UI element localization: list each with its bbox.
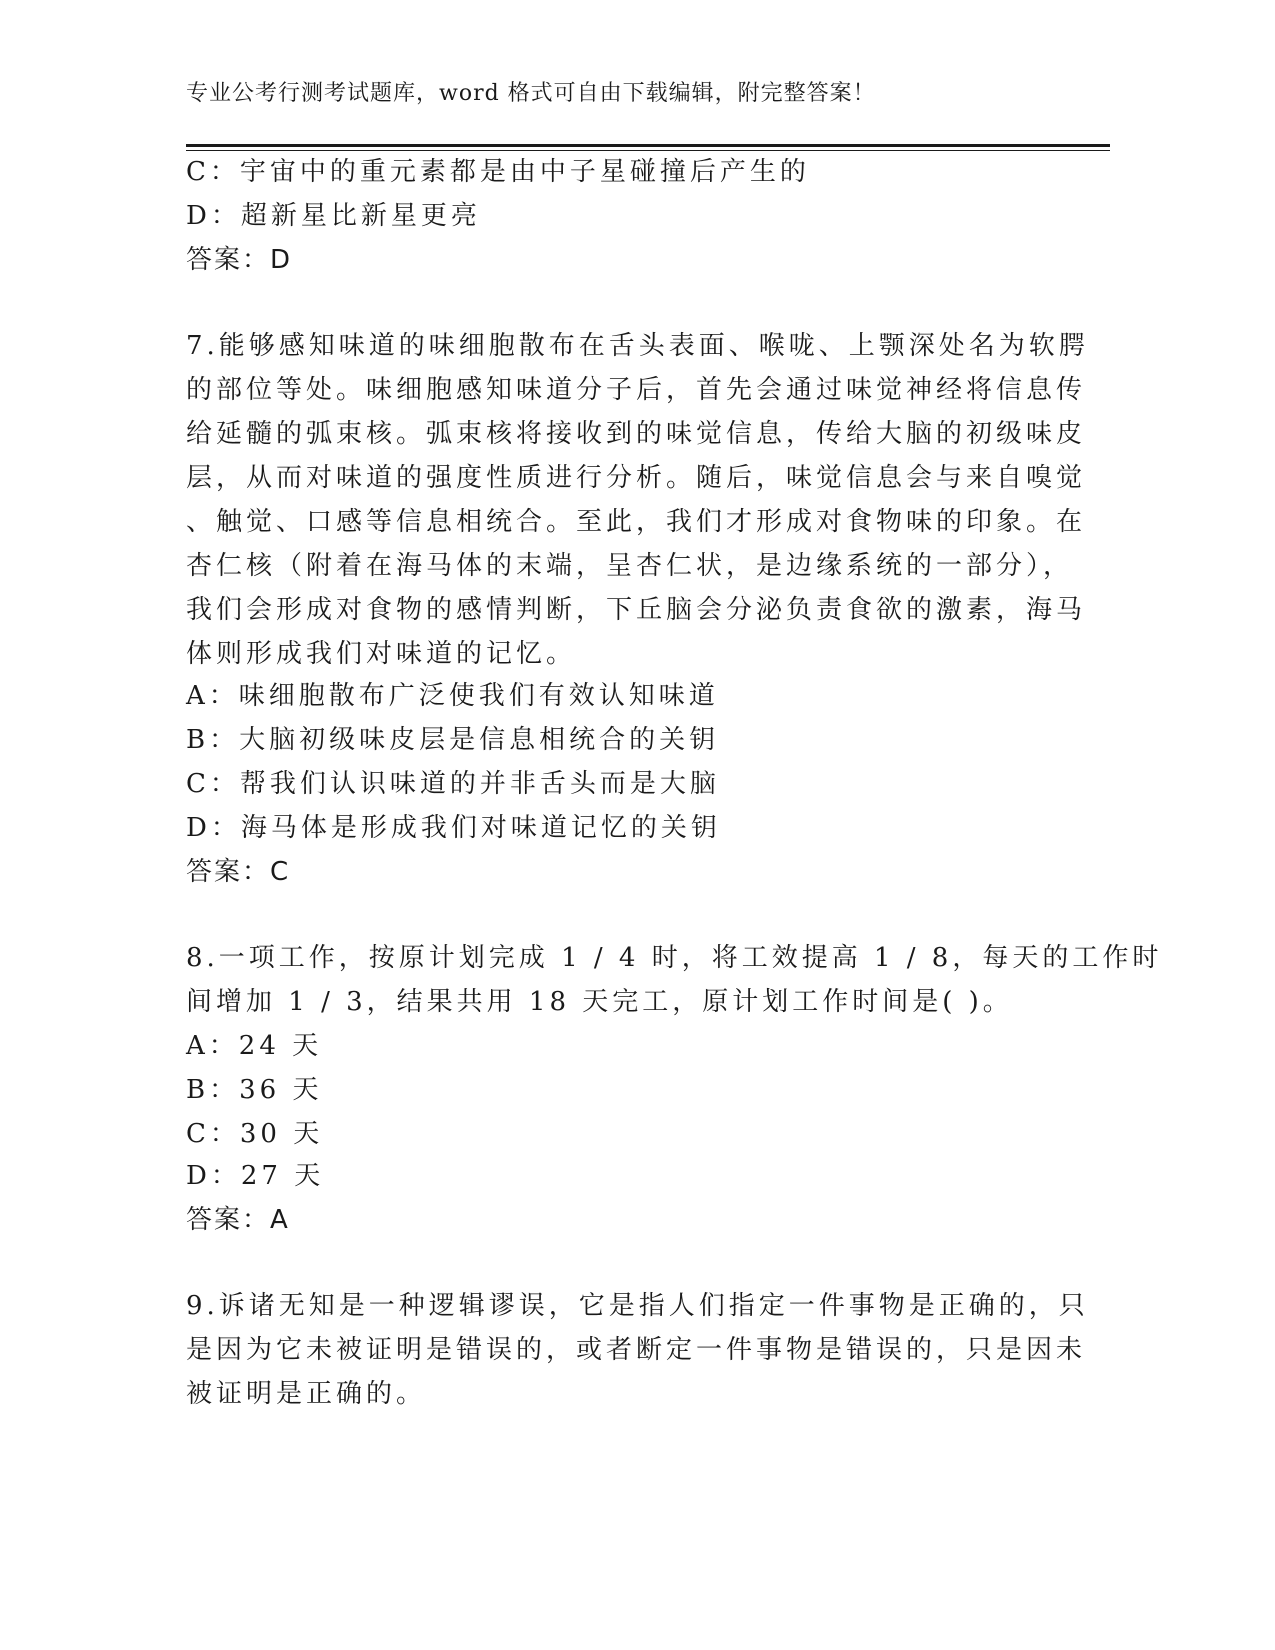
q7-option-a: A：味细胞散布广泛使我们有效认知味道 bbox=[186, 681, 719, 711]
page-header: 专业公考行测考试题库，word 格式可自由下载编辑，附完整答案！ bbox=[186, 81, 876, 106]
q8-stem-line: 间增加 1 / 3，结果共用 18 天完工，原计划工作时间是( )。 bbox=[186, 987, 1013, 1017]
q8-option-b: B：36 天 bbox=[186, 1075, 323, 1105]
q6-option-d: D：超新星比新星更亮 bbox=[186, 201, 481, 231]
q8-answer: 答案：A bbox=[186, 1205, 290, 1235]
q7-stem-line: 给延髓的弧束核。弧束核将接收到的味觉信息，传给大脑的初级味皮 bbox=[186, 419, 1087, 449]
q9-stem-line: 9.诉诸无知是一种逻辑谬误，它是指人们指定一件事物是正确的，只 bbox=[186, 1291, 1089, 1321]
q7-stem-line: 、触觉、口感等信息相统合。至此，我们才形成对食物味的印象。在 bbox=[186, 507, 1087, 537]
q7-stem-line: 7.能够感知味道的味细胞散布在舌头表面、喉咙、上颚深处名为软腭 bbox=[186, 331, 1089, 361]
q8-option-a: A：24 天 bbox=[186, 1031, 323, 1061]
q7-stem-line: 杏仁核（附着在海马体的末端，呈杏仁状，是边缘系统的一部分）， bbox=[186, 551, 1074, 581]
q6-answer: 答案：D bbox=[186, 245, 293, 275]
header-divider-thin bbox=[186, 150, 1110, 151]
q7-option-d: D：海马体是形成我们对味道记忆的关钥 bbox=[186, 813, 721, 843]
q7-option-b: B：大脑初级味皮层是信息相统合的关钥 bbox=[186, 725, 720, 755]
q8-option-c: C：30 天 bbox=[186, 1119, 324, 1149]
q7-stem-line: 层，从而对味道的强度性质进行分析。随后，味觉信息会与来自嗅觉 bbox=[186, 463, 1087, 493]
header-divider-thick bbox=[186, 144, 1110, 147]
q8-option-d: D：27 天 bbox=[186, 1161, 325, 1191]
q7-option-c: C：帮我们认识味道的并非舌头而是大脑 bbox=[186, 769, 720, 799]
q9-stem-line: 是因为它未被证明是错误的，或者断定一件事物是错误的，只是因未 bbox=[186, 1335, 1087, 1365]
q8-stem-line: 8.一项工作，按原计划完成 1 / 4 时，将工效提高 1 / 8，每天的工作时 bbox=[186, 943, 1163, 973]
q6-option-c: C：宇宙中的重元素都是由中子星碰撞后产生的 bbox=[186, 157, 810, 187]
q7-stem-line: 我们会形成对食物的感情判断，下丘脑会分泌负责食欲的激素，海马 bbox=[186, 595, 1087, 625]
q7-stem-line: 体则形成我们对味道的记忆。 bbox=[186, 639, 577, 669]
q7-answer: 答案：C bbox=[186, 857, 291, 887]
q9-stem-line: 被证明是正确的。 bbox=[186, 1379, 427, 1409]
q7-stem-line: 的部位等处。味细胞感知味道分子后，首先会通过味觉神经将信息传 bbox=[186, 375, 1087, 405]
